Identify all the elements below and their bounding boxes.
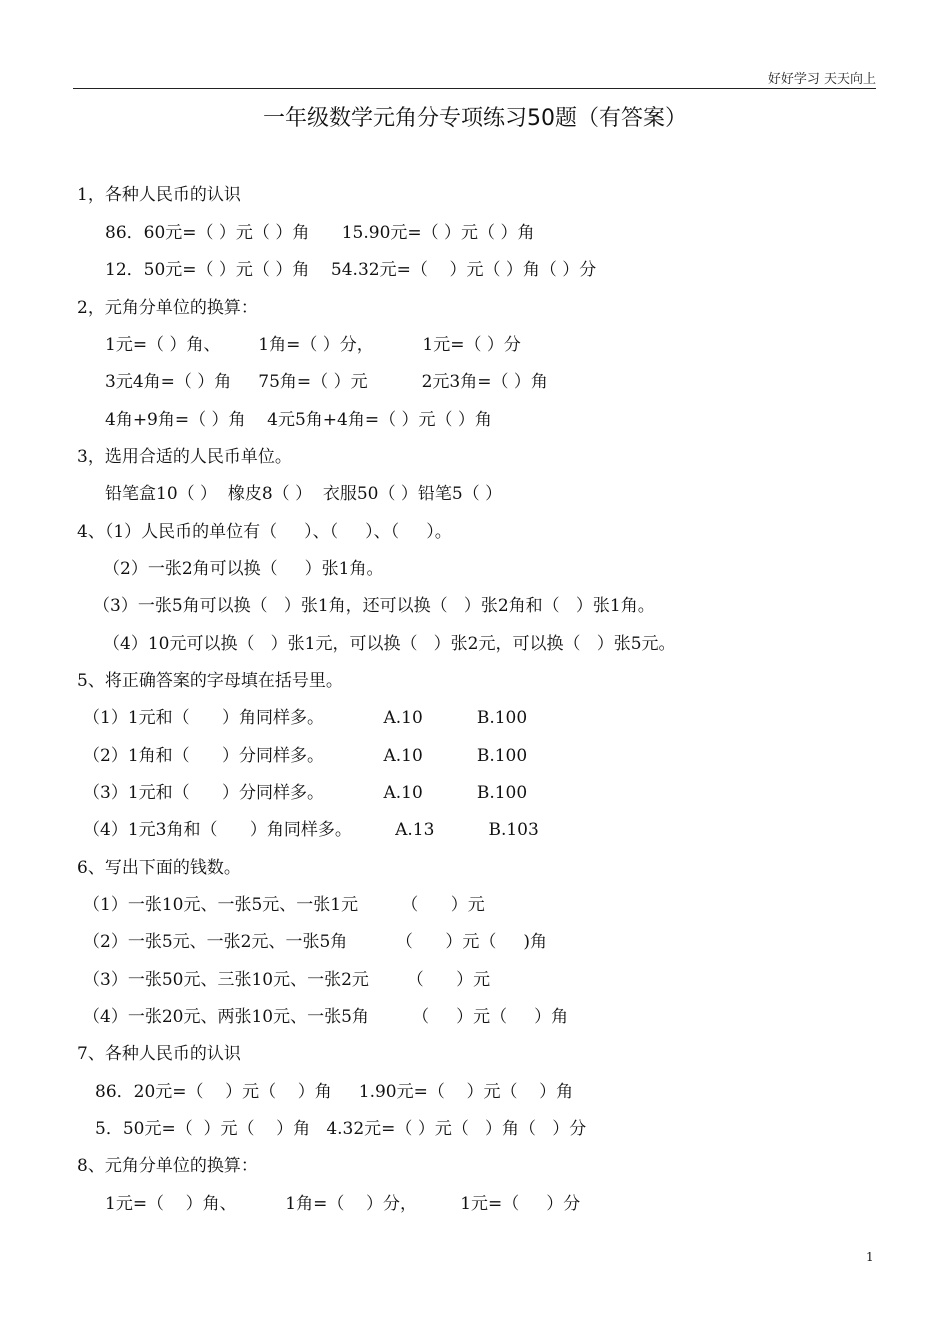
question-5-part-4: （4）1元3角和（ ）角同样多。 A.13 B.103 <box>83 820 539 840</box>
question-2-line-1: 1元=（ ）角、 1角=（ ）分， 1元=（ ）分 <box>105 335 521 355</box>
page-title: 一年级数学元角分专项练习50题（有答案） <box>263 106 687 131</box>
question-1-line-1: 86．60元=（ ）元（ ）角 15.90元=（ ）元（ ）角 <box>105 223 535 243</box>
question-4-part-4: （4）10元可以换（ ）张1元，可以换（ ）张2元，可以换（ ）张5元。 <box>103 634 676 654</box>
question-2-heading: 2，元角分单位的换算： <box>77 298 258 318</box>
question-4-part-1: 4、（1）人民币的单位有（ ）、（ ）、（ ）。 <box>77 522 452 542</box>
question-1-heading: 1，各种人民币的认识 <box>77 185 241 205</box>
question-6-part-4: （4）一张20元、两张10元、一张5角 （ ）元（ ）角 <box>83 1007 569 1027</box>
question-7-heading: 7、各种人民币的认识 <box>77 1044 241 1064</box>
question-5-part-3: （3）1元和（ ）分同样多。 A.10 B.100 <box>83 783 528 803</box>
question-8-line-1: 1元=（ ）角、 1角=（ ）分， 1元=（ ）分 <box>105 1194 581 1214</box>
question-3-heading: 3，选用合适的人民币单位。 <box>77 447 292 467</box>
question-6-heading: 6、写出下面的钱数。 <box>77 858 241 878</box>
question-6-part-3: （3）一张50元、三张10元、一张2元 （ ）元 <box>83 970 491 990</box>
question-3-line-1: 铅笔盒10（ ） 橡皮8（ ） 衣服50（ ）铅笔5（ ） <box>105 484 503 504</box>
question-4-part-2: （2）一张2角可以换（ ）张1角。 <box>103 559 384 579</box>
question-5-part-1: （1）1元和（ ）角同样多。 A.10 B.100 <box>83 708 528 728</box>
question-8-heading: 8、元角分单位的换算： <box>77 1156 258 1176</box>
question-6-part-2: （2）一张5元、一张2元、一张5角 （ ）元（ )角 <box>83 932 547 952</box>
question-7-line-2: 5．50元=（ ）元（ ）角 4.32元=（ ）元（ ）角（ ）分 <box>95 1119 587 1139</box>
page-header <box>73 66 876 89</box>
question-4-part-3: （3）一张5角可以换（ ）张1角，还可以换（ ）张2角和（ ）张1角。 <box>93 596 655 616</box>
question-2-line-3: 4角+9角=（ ）角 4元5角+4角=（ ）元（ ）角 <box>105 410 492 430</box>
question-6-part-1: （1）一张10元、一张5元、一张1元 （ ）元 <box>83 895 485 915</box>
question-2-line-2: 3元4角=（ ）角 75角=（ ）元 2元3角=（ ）角 <box>105 372 548 392</box>
question-5-heading: 5、将正确答案的字母填在括号里。 <box>77 671 343 691</box>
question-1-line-2: 12．50元=（ ）元（ ）角 54.32元=（ ）元（ ）角（ ）分 <box>105 260 597 280</box>
header-slogan: 好好学习 天天向上 <box>767 72 876 87</box>
question-7-line-1: 86．20元=（ ）元（ ）角 1.90元=（ ）元（ ）角 <box>95 1082 574 1102</box>
question-5-part-2: （2）1角和（ ）分同样多。 A.10 B.100 <box>83 746 528 766</box>
page-number: 1 <box>866 1250 874 1264</box>
